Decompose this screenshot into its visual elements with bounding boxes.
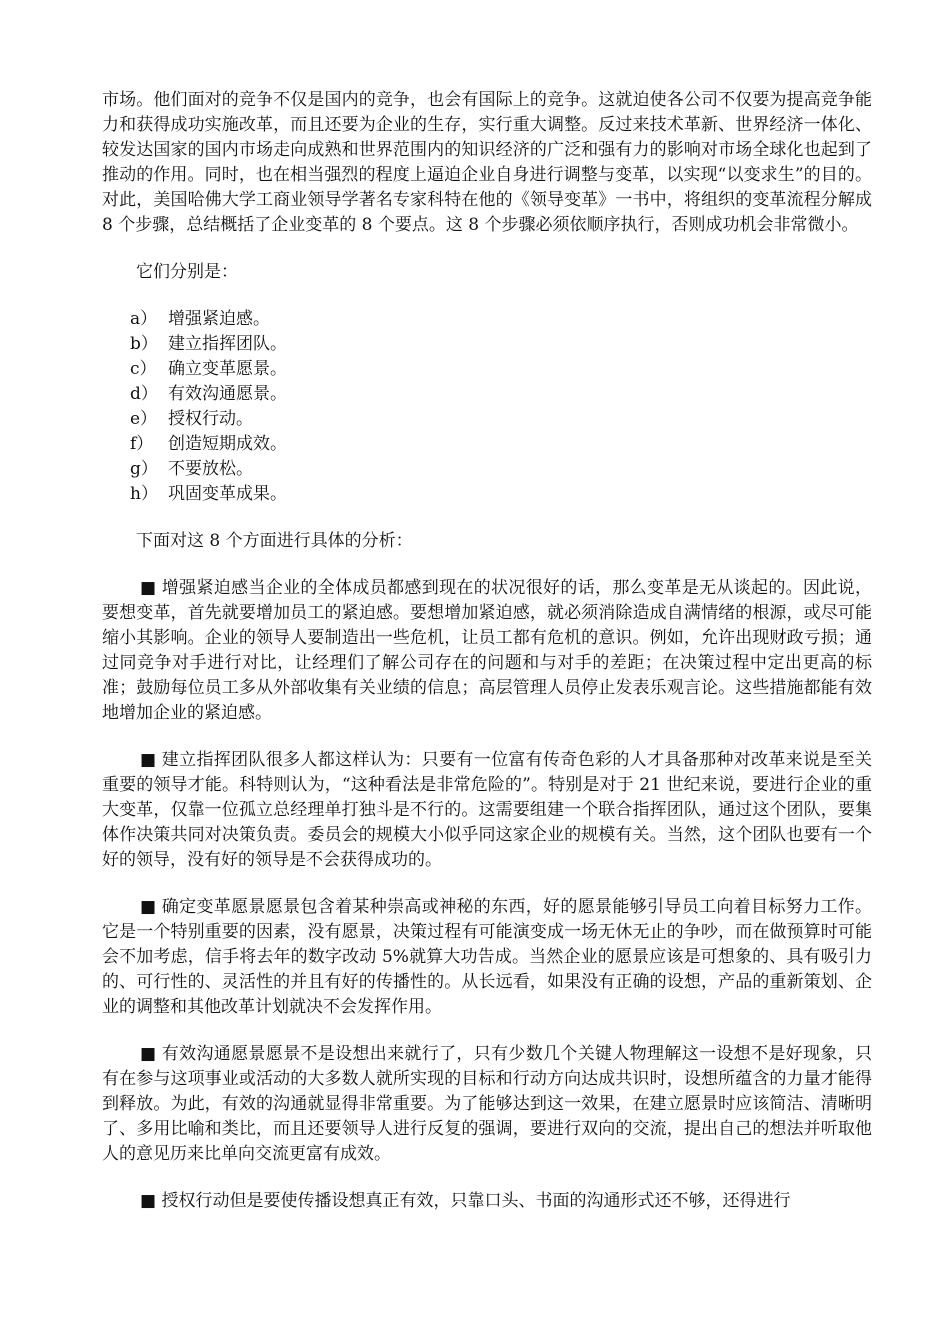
square-bullet-icon: ■ xyxy=(140,1191,157,1211)
list-item xyxy=(102,382,872,407)
list-marker: g） xyxy=(130,459,158,479)
list-marker: e） xyxy=(130,409,158,429)
list-item xyxy=(102,407,872,432)
list-marker: d） xyxy=(130,384,158,404)
list-marker: f） xyxy=(130,434,154,454)
list-text: 确立变革愿景。 xyxy=(168,359,287,379)
section-text: 确定变革愿景愿景包含着某种崇高或神秘的东西，好的愿景能够引导员工向着目标努力工作。它是一个特别重要的因素，没有愿景，决策过程有可能演变成一场无休无止的争吵，而在做预算时可能会不加考虑，信手将去年的数字改动 5%就算大功告成。当然企业的愿景应该是可想象的、具有吸引力的、可行性的、灵活性的并且有好的传播性的。从长远看，如果没有正确的设想，产品的重新策划、企业的调整和其他改革计划就决不会发挥作用。 xyxy=(102,897,872,1017)
list-item xyxy=(102,357,872,382)
section-communicate xyxy=(102,1042,872,1167)
steps-list xyxy=(102,307,872,507)
list-item xyxy=(102,307,872,332)
square-bullet-icon: ■ xyxy=(140,1044,157,1064)
section-urgency xyxy=(102,576,872,726)
list-text: 创造短期成效。 xyxy=(168,434,287,454)
section-vision xyxy=(102,895,872,1020)
list-text: 有效沟通愿景。 xyxy=(168,384,287,404)
square-bullet-icon: ■ xyxy=(140,578,157,598)
section-text: 授权行动但是要使传播设想真正有效，只靠口头、书面的沟通形式还不够，还得进行 xyxy=(161,1191,791,1211)
list-marker: b） xyxy=(130,334,158,354)
list-marker: c） xyxy=(130,359,157,379)
section-coalition xyxy=(102,748,872,873)
list-text: 巩固变革成果。 xyxy=(168,484,287,504)
list-item xyxy=(102,482,872,507)
list-marker: a） xyxy=(130,309,158,329)
square-bullet-icon: ■ xyxy=(140,897,157,917)
document-page xyxy=(102,88,872,1214)
list-intro: 它们分别是： xyxy=(136,262,238,282)
list-text: 授权行动。 xyxy=(168,409,253,429)
section-text: 有效沟通愿景愿景不是设想出来就行了，只有少数几个关键人物理解这一设想不是好现象，只有在参与这项事业或活动的大多数人就所实现的目标和行动方向达成共识时，设想所蕴含的力量才能得到释放。为此，有效的沟通就显得非常重要。为了能够达到这一效果，在建立愿景时应该简洁、清晰明了、多用比喻和类比，而且还要领导人进行反复的强调，要进行双向的交流，提出自己的想法并听取他人的意见历来比单向交流更富有成效。 xyxy=(102,1044,872,1164)
section-empower xyxy=(102,1189,872,1214)
list-marker: h） xyxy=(130,484,158,504)
list-text: 建立指挥团队。 xyxy=(168,334,287,354)
list-text: 增强紧迫感。 xyxy=(168,309,270,329)
list-item xyxy=(102,432,872,457)
section-text: 建立指挥团队很多人都这样认为：只要有一位富有传奇色彩的人才具备那种对改革来说是至关重要的领导才能。科特则认为，“这种看法是非常危险的”。特别是对于 21 世纪来说，要进行企业的重大变革，仅靠一位孤立总经理单打独斗是不行的。这需要组建一个联合指挥团队，通过这个团队，要集体作决策共同对决策负责。委员会的规模大小似乎同这家企业的规模有关。当然，这个团队也要有一个好的领导，没有好的领导是不会获得成功的。 xyxy=(102,750,872,870)
list-item xyxy=(102,332,872,357)
analysis-intro: 下面对这 8 个方面进行具体的分析： xyxy=(136,531,413,551)
intro-paragraph: 市场。他们面对的竞争不仅是国内的竞争，也会有国际上的竞争。这就迫使各公司不仅要为提高竞争能力和获得成功实施改革，而且还要为企业的生存，实行重大调整。反过来技术革新、世界经济一体化、较发达国家的国内市场走向成熟和世界范围内的知识经济的广泛和强有力的影响对市场全球化也起到了推动的作用。同时，也在相当强烈的程度上逼迫企业自身进行调整与变革，以实现“以变求生”的目的。对此，美国哈佛大学工商业领导学著名专家科特在他的《领导变革》一书中，将组织的变革流程分解成 8 个步骤，总结概括了企业变革的 8 个要点。这 8 个步骤必须依顺序执行，否则成功机会非常微小。 xyxy=(102,90,872,235)
square-bullet-icon: ■ xyxy=(140,750,157,770)
list-item xyxy=(102,457,872,482)
section-text: 增强紧迫感当企业的全体成员都感到现在的状况很好的话，那么变革是无从谈起的。因此说，要想变革，首先就要增加员工的紧迫感。要想增加紧迫感，就必须消除造成自满情绪的根源，或尽可能缩小其影响。企业的领导人要制造出一些危机，让员工都有危机的意识。例如，允许出现财政亏损；通过同竞争对手进行对比，让经理们了解公司存在的问题和与对手的差距；在决策过程中定出更高的标准；鼓励每位员工多从外部收集有关业绩的信息；高层管理人员停止发表乐观言论。这些措施都能有效地增加企业的紧迫感。 xyxy=(102,578,872,723)
list-text: 不要放松。 xyxy=(168,459,253,479)
